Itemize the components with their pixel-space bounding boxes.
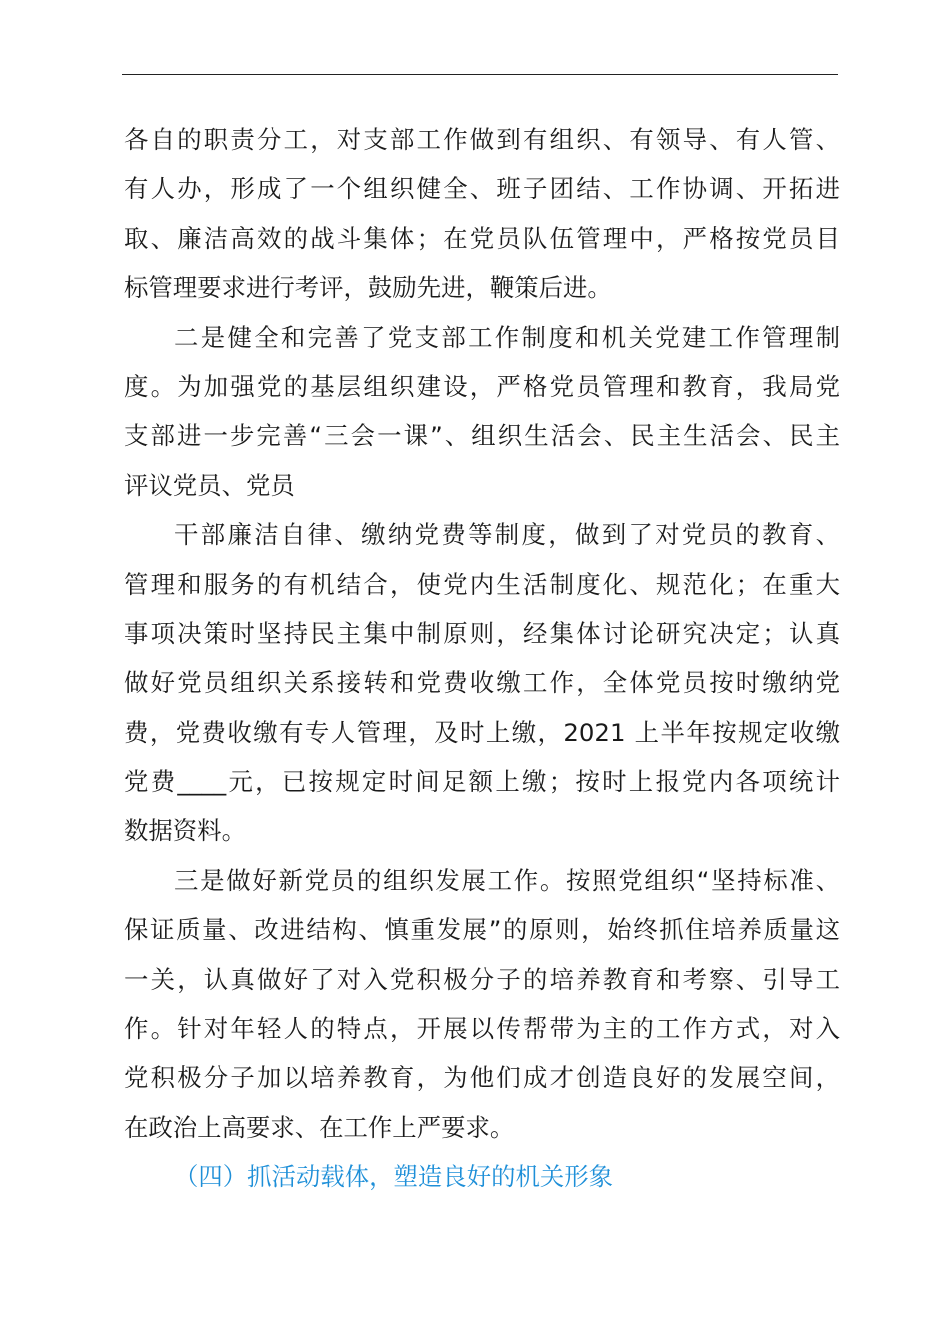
text-line: 管理和服务的有机结合，使党内生活制度化、规范化；在重大: [124, 569, 840, 599]
text-line: 三是做好新党员的组织发展工作。按照党组织“坚持标准、: [174, 865, 840, 895]
text-line: 各自的职责分工，对支部工作做到有组织、有领导、有人管、: [124, 125, 840, 154]
text-line: 度。为加强党的基层组织建设，严格党员管理和教育，我局党: [124, 371, 840, 401]
text-line: 评议党员、党员: [124, 470, 295, 500]
text-line: 数据资料。: [124, 816, 246, 846]
section-heading: [124, 1152, 840, 1201]
text-line: 事项决策时坚持民主集中制原则，经集体讨论研究决定；认真: [124, 618, 840, 648]
paragraph: [124, 510, 840, 856]
text-line: 保证质量、改进结构、慎重发展”的原则，始终抓住培养质量这: [124, 915, 840, 945]
text-line: 二是健全和完善了党支部工作制度和机关党建工作管理制: [174, 322, 840, 352]
text-line: 取、廉洁高效的战斗集体；在党员队伍管理中，严格按党员目: [124, 223, 840, 253]
text-line: 标管理要求进行考评，鼓励先进，鞭策后进。: [124, 273, 612, 303]
text-line: 一关，认真做好了对入党积极分子的培养教育和考察、引导工: [124, 964, 840, 994]
text-line: 在政治上高要求、在工作上严要求。: [124, 1112, 515, 1142]
paragraph: [124, 115, 840, 313]
text-line: 干部廉洁自律、缴纳党费等制度，做到了对党员的教育、: [174, 520, 840, 550]
text-line: 党积极分子加以培养教育，为他们成才创造良好的发展空间，: [124, 1063, 840, 1093]
text-line: 作。针对年轻人的特点，开展以传帮带为主的工作方式，对入: [124, 1014, 840, 1044]
text-line: 做好党员组织关系接转和党费收缴工作，全体党员按时缴纳党: [124, 668, 840, 698]
paragraph: [124, 856, 840, 1152]
heading-text: （四）抓活动载体，塑造良好的机关形象: [174, 1162, 614, 1192]
document-body: [124, 115, 840, 1202]
text-line: 有人办，形成了一个组织健全、班子团结、工作协调、开拓进: [124, 174, 840, 204]
paragraph: [124, 313, 840, 511]
text-line: 支部进一步完善“三会一课”、组织生活会、民主生活会、民主: [124, 421, 840, 451]
text-line: 费，党费收缴有专人管理，及时上缴，2021 上半年按规定收缴: [124, 717, 840, 747]
text-line: 党费____元，已按规定时间足额上缴；按时上报党内各项统计: [124, 767, 840, 797]
header-rule: [122, 74, 838, 75]
